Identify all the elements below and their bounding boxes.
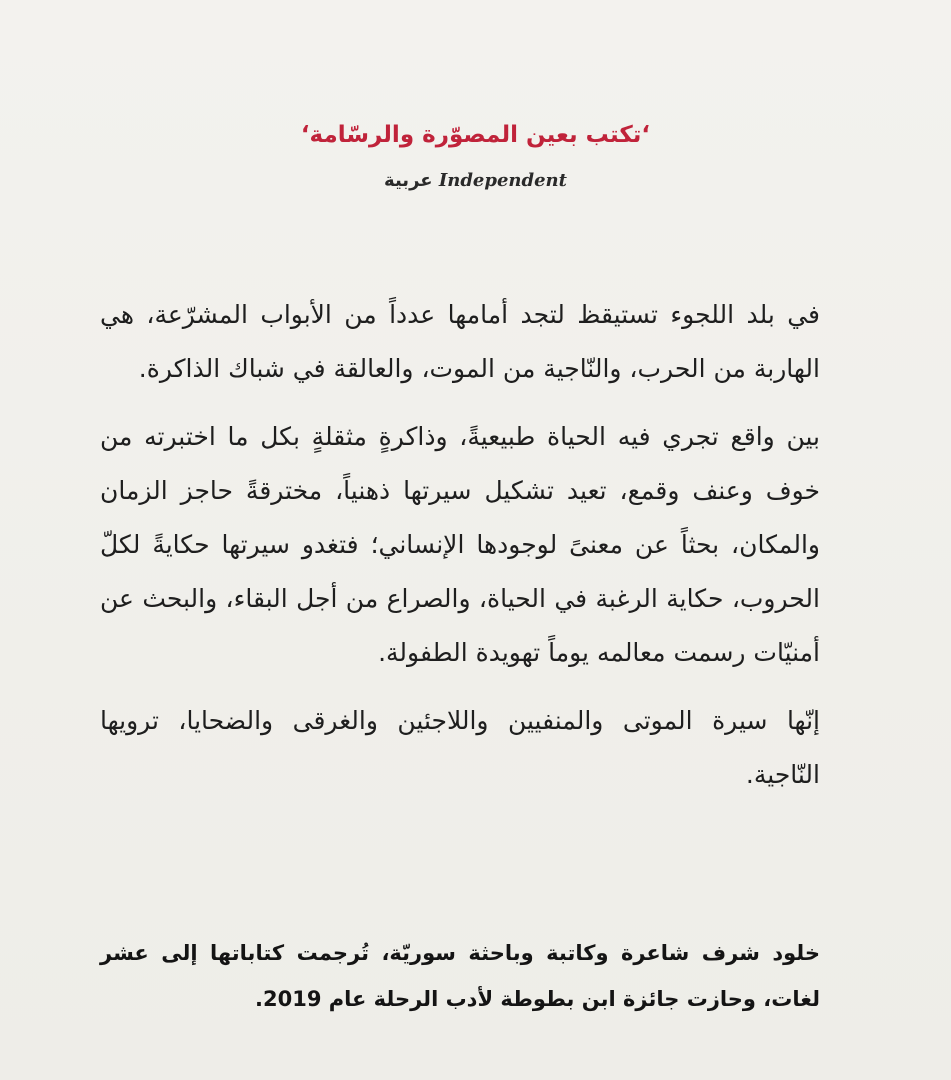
source-name-arabic: عربية (384, 170, 433, 191)
blurb-paragraph-3: إنّها سيرة الموتى والمنفيين واللاجئين والغرقى والضحايا، ترويها النّاجية. (100, 706, 820, 789)
source-name-latin: Independent (438, 170, 567, 191)
author-bio-text: خلود شرف شاعرة وكاتبة وباحثة سوريّة، تُرجمت كتاباتها إلى عشر لغات، وحازت جائزة ابن بطوطة لأدب الرحلة عام 2019. (100, 941, 820, 1011)
review-source (0, 166, 951, 196)
blurb-paragraph-1: في بلد اللجوء تستيقظ لتجد أمامها عدداً من الأبواب المشرّعة، هي الهاربة من الحرب، والنّاجية من الموت، والعالقة في شباك الذاكرة. (100, 300, 820, 383)
blurb-text (100, 288, 820, 816)
author-bio (100, 930, 820, 1022)
review-quote: ‘تكتب بعين المصوّرة والرسّامة‘ (300, 122, 651, 148)
blurb-paragraph-2: بين واقع تجري فيه الحياة طبيعيةً، وذاكرةٍ مثقلةٍ بكل ما اختبرته من خوف وعنف وقمع، تعيد تشكيل سيرتها ذهنياً، مخترقةً حاجز الزمان والمكان، بحثاً عن معنىً لوجودها الإنساني؛ فتغدو سيرتها حكايةً لكلّ الحروب، حكاية الرغبة في الحياة، والصراع من أجل البقاء، والبحث عن أمنيّات رسمت معالمه يوماً تهويدة الطفولة. (100, 422, 820, 667)
